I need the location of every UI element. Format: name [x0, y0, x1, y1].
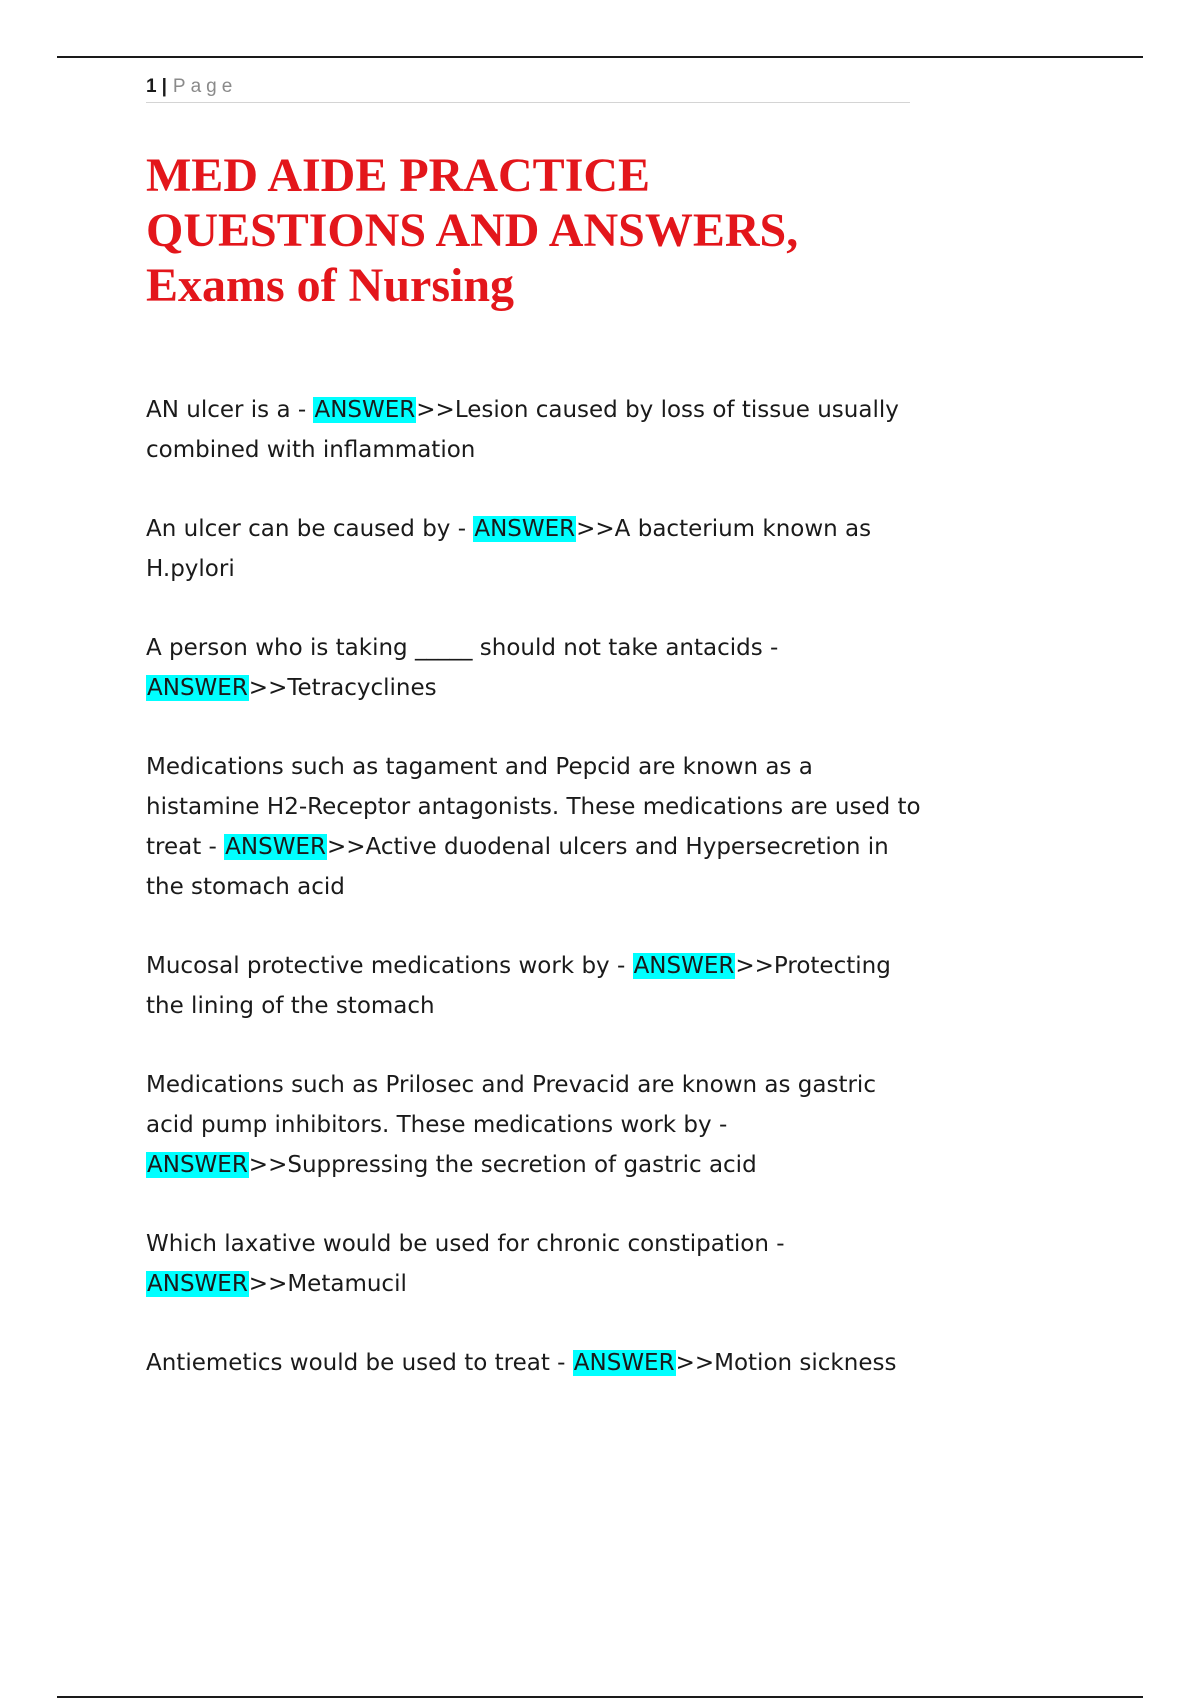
answer-highlight: ANSWER	[633, 953, 735, 979]
qa-list	[146, 390, 926, 1422]
question-text: Medications such as tagament and Pepcid are known as a histamine H2-Receptor antagonists. These medications are used to treat -	[146, 754, 921, 860]
answer-highlight: ANSWER	[225, 834, 326, 860]
answer-text: >>A bacterium known as H.pylori	[146, 516, 872, 582]
question-text: Which laxative would be used for chronic constipation -	[146, 1231, 785, 1257]
page-label: Page	[172, 76, 238, 97]
question-text: A person who is taking _____ should not take antacids -	[146, 635, 779, 661]
qa-item	[146, 1224, 926, 1304]
qa-item	[146, 1065, 926, 1185]
page-top-rule	[57, 56, 1143, 58]
title-line-1: MED AIDE PRACTICE	[146, 149, 651, 202]
question-text: An ulcer can be caused by -	[146, 516, 474, 542]
qa-item	[146, 747, 926, 907]
qa-item	[146, 1343, 926, 1383]
qa-item	[146, 946, 926, 1026]
page-header	[146, 74, 910, 103]
page-number: 1	[146, 76, 157, 97]
answer-text: >>Motion sickness	[675, 1350, 897, 1376]
answer-highlight: ANSWER	[147, 675, 248, 701]
title-line-3: Exams of Nursing	[146, 259, 515, 312]
answer-highlight: ANSWER	[573, 1350, 675, 1376]
qa-item	[146, 390, 926, 470]
question-text: Antiemetics would be used to treat -	[146, 1350, 573, 1376]
document-title	[146, 148, 946, 313]
answer-text: >>Suppressing the secretion of gastric acid	[248, 1152, 757, 1178]
title-line-2: QUESTIONS AND ANSWERS,	[146, 204, 799, 257]
question-text: Mucosal protective medications work by -	[146, 953, 633, 979]
answer-text: >>Metamucil	[248, 1271, 407, 1297]
answer-highlight: ANSWER	[147, 1271, 248, 1297]
answer-highlight: ANSWER	[474, 516, 576, 542]
page-bottom-rule	[57, 1696, 1143, 1698]
answer-text: >>Protecting the lining of the stomach	[146, 953, 891, 1019]
answer-text: >>Tetracyclines	[248, 675, 437, 701]
answer-highlight: ANSWER	[314, 397, 416, 423]
answer-highlight: ANSWER	[147, 1152, 248, 1178]
answer-text: >>Lesion caused by loss of tissue usually combined with inflammation	[146, 397, 899, 463]
question-text: Medications such as Prilosec and Prevacid are known as gastric acid pump inhibitors. These medications work by -	[146, 1072, 876, 1138]
answer-text: >>Active duodenal ulcers and Hypersecretion in the stomach acid	[146, 834, 889, 900]
qa-item	[146, 628, 926, 708]
qa-item	[146, 509, 926, 589]
question-text: AN ulcer is a -	[146, 397, 314, 423]
page-header-separator: |	[161, 76, 167, 97]
